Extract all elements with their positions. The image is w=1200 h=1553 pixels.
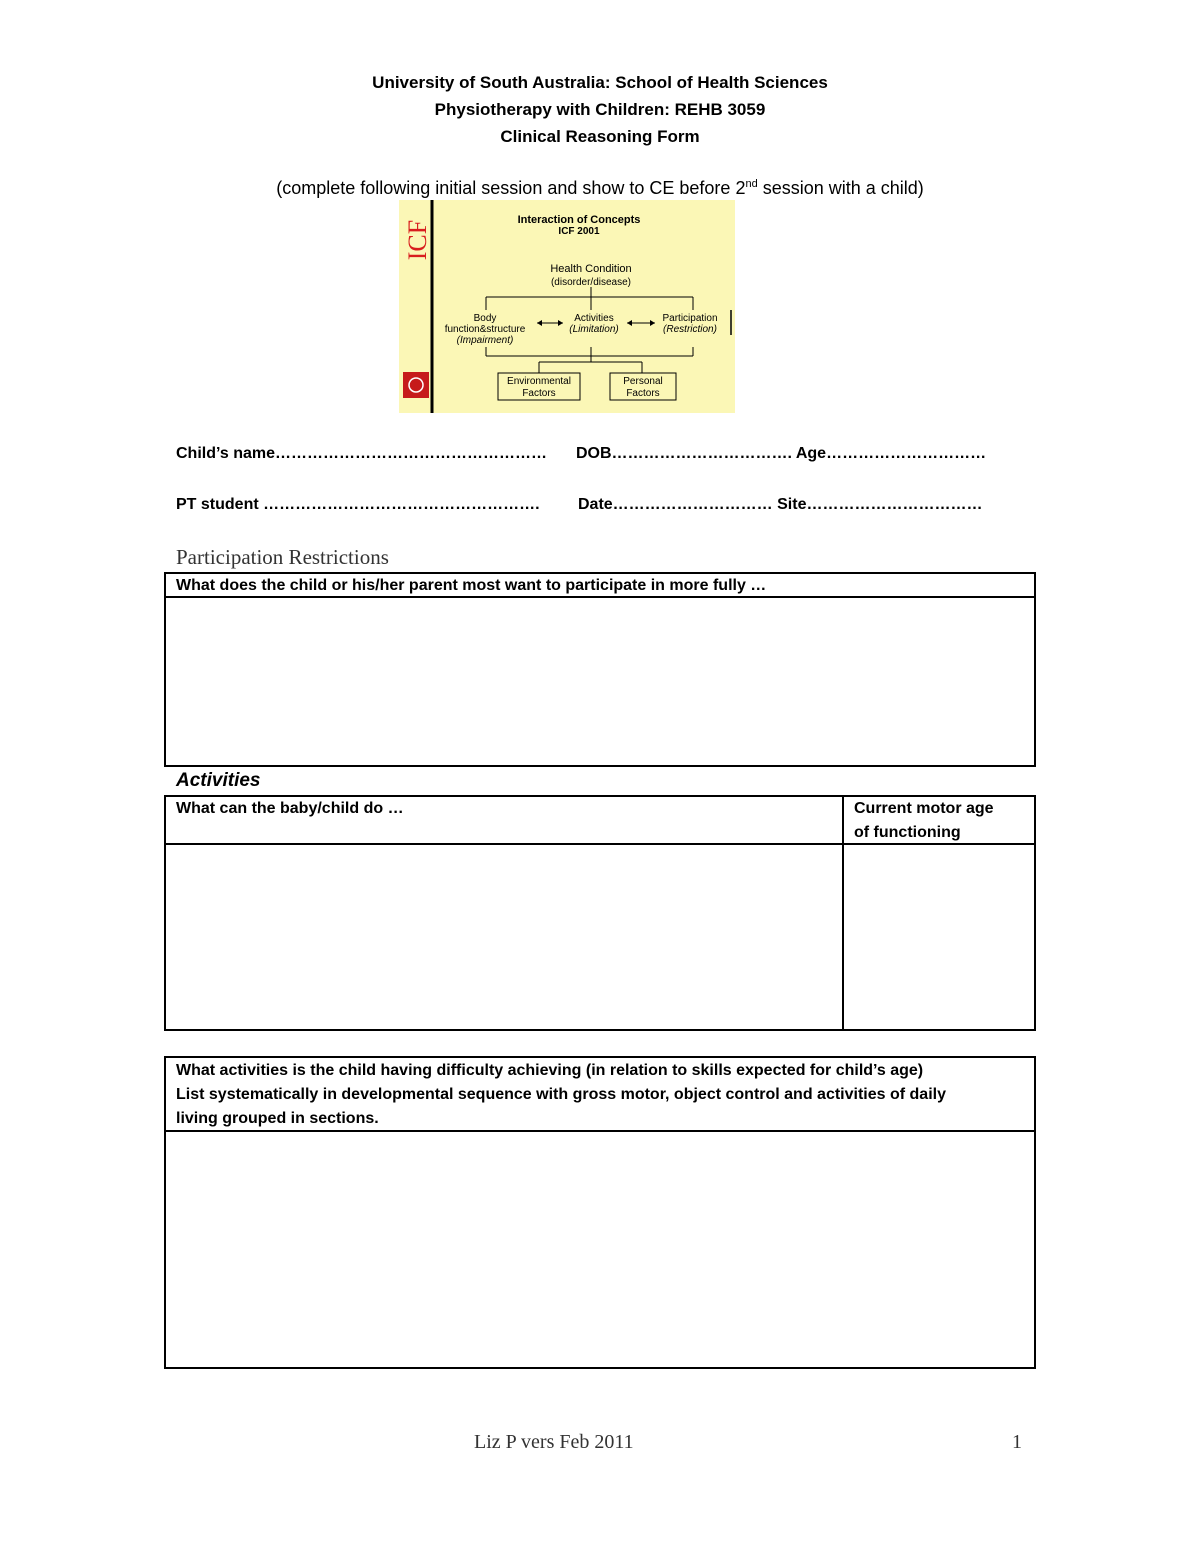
header-form-title: Clinical Reasoning Form (500, 127, 700, 146)
icf-health-condition-sub: (disorder/disease) (550, 277, 632, 288)
icf-participation: Participation (662, 313, 718, 324)
icf-body: Body (473, 313, 497, 324)
participation-question: What does the child or his/her parent most want to participate in more fully … (176, 577, 767, 594)
header-university: University of South Australia: School of Health Sciences (372, 73, 828, 92)
footer-version: Liz P vers Feb 2011 (474, 1431, 634, 1453)
participation-divider (164, 596, 1036, 598)
icf-side-label: ICF (403, 219, 432, 261)
icf-body-impairment: (Impairment) (456, 335, 514, 346)
activities-question: What can the baby/child do … (176, 800, 404, 817)
pt-student-field[interactable]: PT student ……………………………………………. (176, 496, 540, 513)
activities-divider (164, 843, 1036, 845)
page-number: 1 (1012, 1431, 1022, 1453)
activities-answer-area[interactable] (168, 847, 840, 1027)
difficulty-answer-area[interactable] (168, 1134, 1032, 1365)
childs-name-field[interactable]: Child’s name…………………………………………… (176, 445, 547, 462)
icf-activities-limitation: (Limitation) (569, 324, 619, 335)
icf-title-1: Interaction of Concepts (517, 214, 641, 226)
icf-activities: Activities (574, 313, 614, 324)
header-course: Physiotherapy with Children: REHB 3059 (434, 100, 766, 119)
dob-age-field[interactable]: DOB……………………………. Age………………………… (576, 445, 987, 462)
icf-health-condition: Health Condition (550, 263, 632, 275)
motor-age-answer-area[interactable] (846, 847, 1032, 1027)
activities-column-divider (842, 795, 844, 1031)
icf-environmental: Environmental (507, 376, 571, 387)
icf-diagram (399, 200, 735, 413)
icf-emblem-icon (403, 372, 429, 398)
difficulty-question: What activities is the child having difficulty achieving (in relation to skills expected for child’s age) List systematically in developmental sequence with gross motor, object control and activities of daily living grouped in sections. (176, 1062, 946, 1127)
icf-title-2: ICF 2001 (558, 226, 600, 237)
icf-environmental-factors: Factors (522, 388, 556, 399)
activities-section-title: Activities (176, 770, 261, 791)
instruction-text: (complete following initial session and show to CE before 2nd session with a child) (276, 178, 924, 198)
icf-participation-restriction: (Restriction) (663, 324, 717, 335)
participation-answer-area[interactable] (168, 600, 1032, 763)
motor-age-header: Current motor age of functioning (854, 800, 994, 841)
icf-personal: Personal (623, 376, 663, 387)
icf-personal-factors: Factors (626, 388, 660, 399)
icf-body-structure: function&structure (444, 324, 526, 335)
participation-section-title: Participation Restrictions (176, 545, 389, 569)
date-site-field[interactable]: Date………………………… Site…………………………… (578, 496, 983, 513)
difficulty-divider (164, 1130, 1036, 1132)
